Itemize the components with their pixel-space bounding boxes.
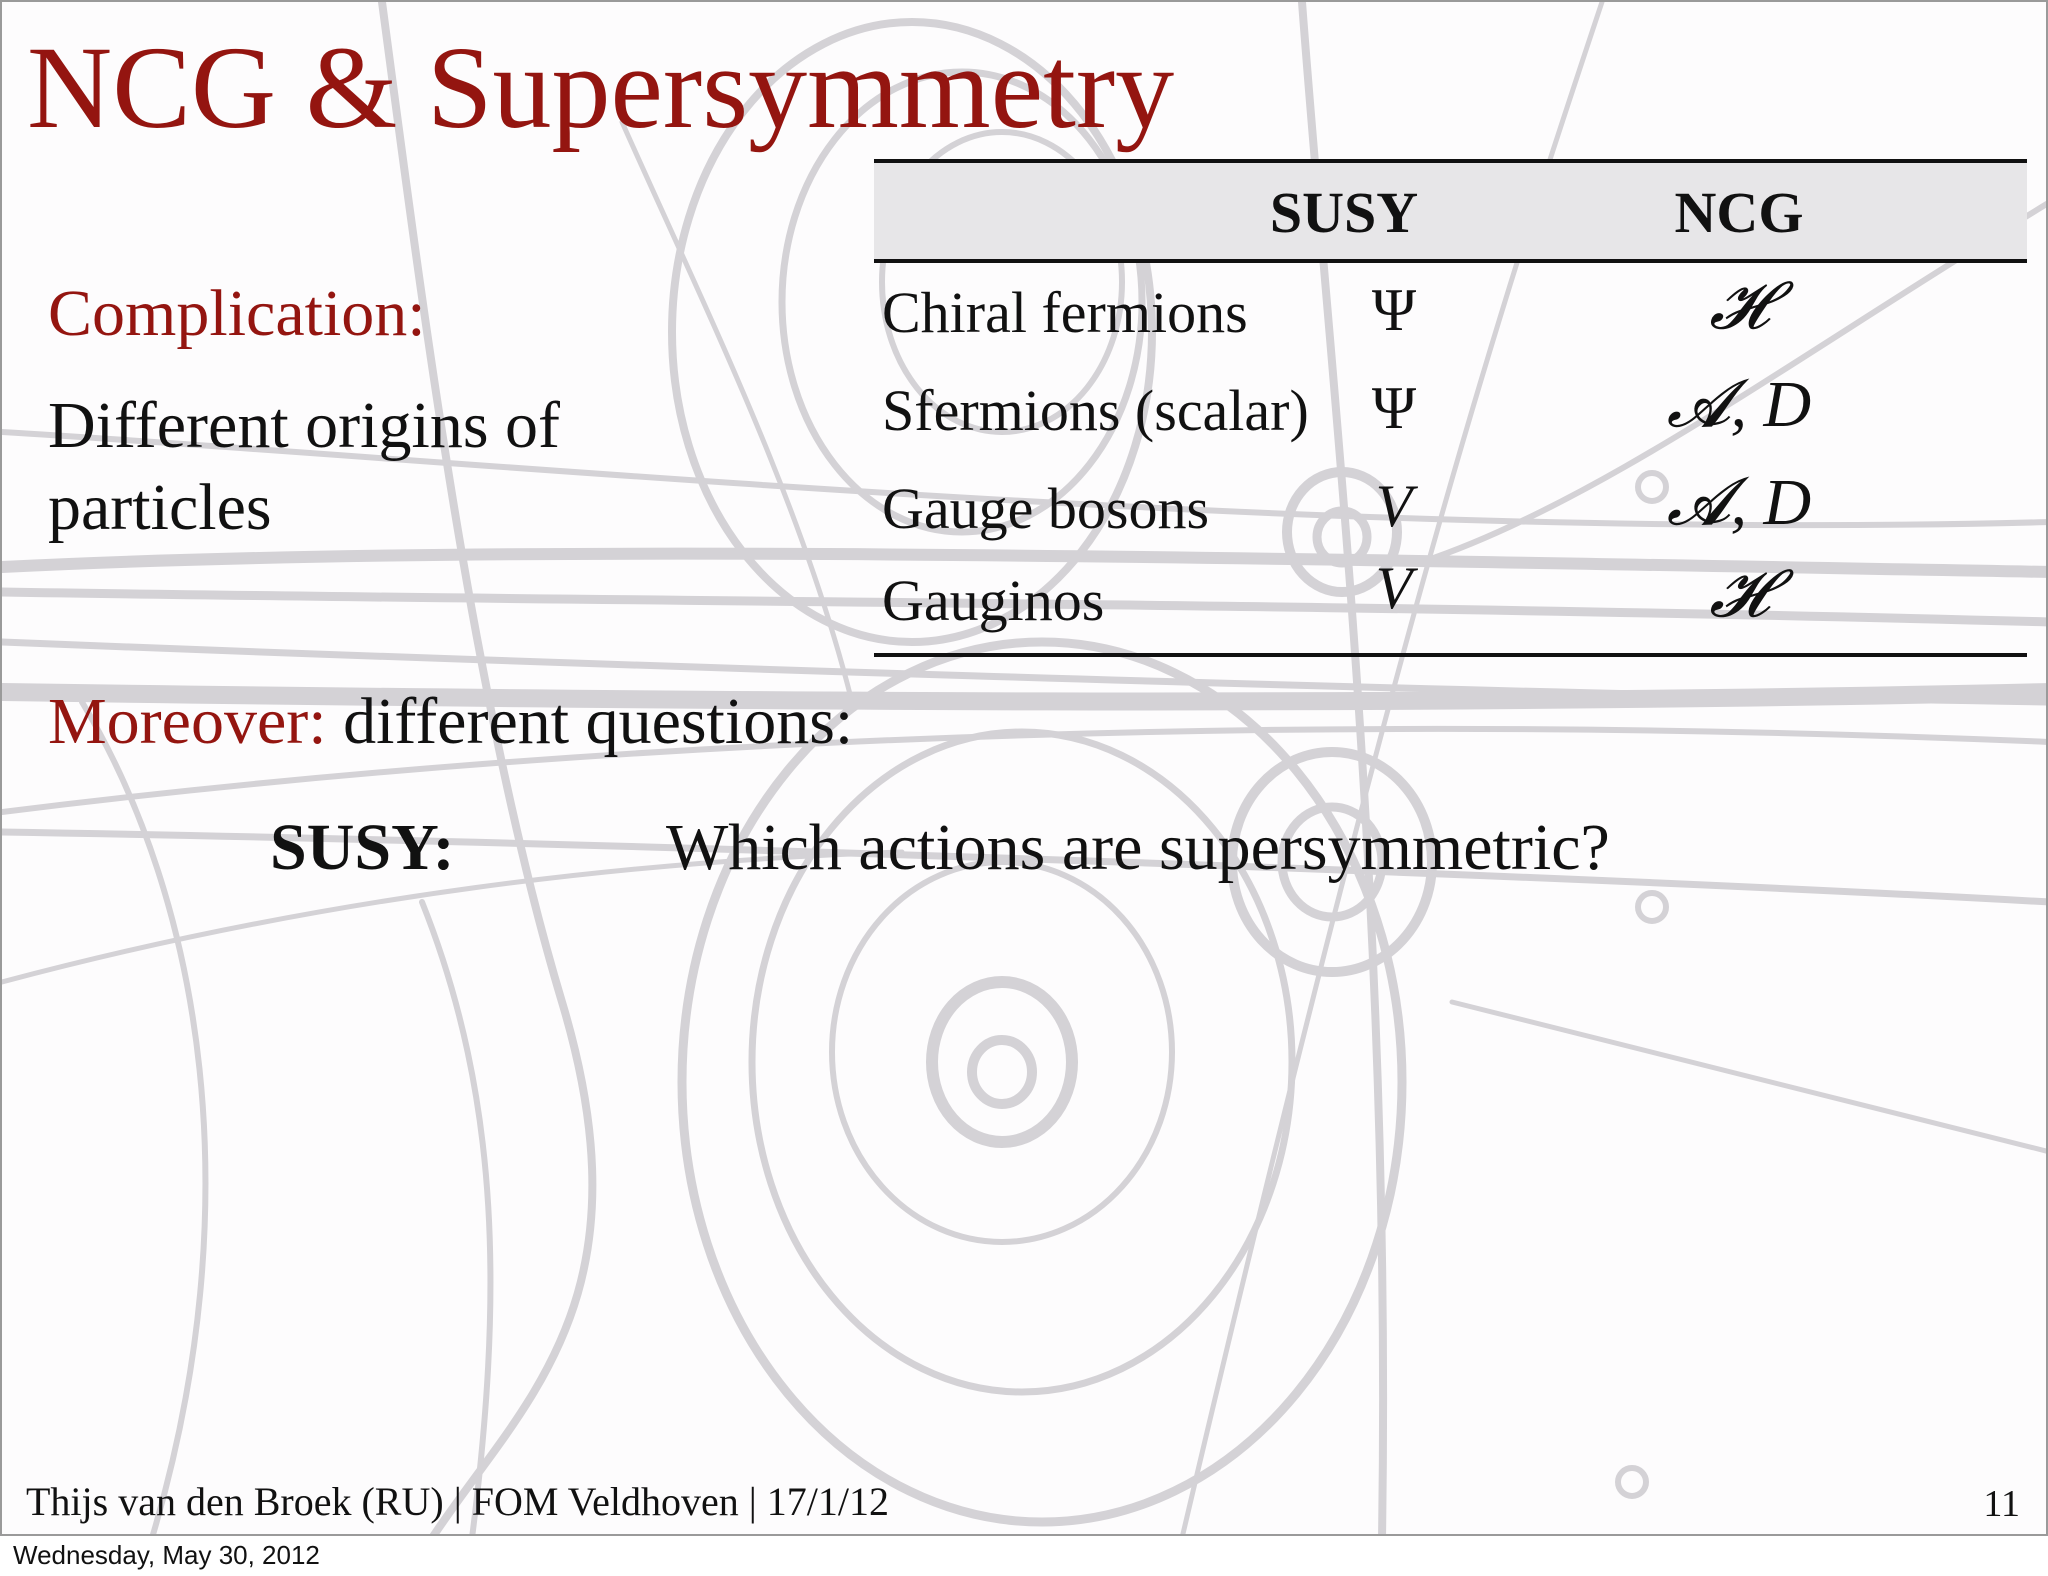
table-bottom-rule — [874, 653, 2027, 657]
footer-credit: Thijs van den Broek (RU) | FOM Veldhoven | 17/1/12 — [26, 1479, 889, 1524]
row-ncg-cell: 𝓐, D — [1666, 368, 1812, 441]
origins-line-2: particles — [48, 471, 272, 544]
moreover-text: different questions: — [326, 685, 854, 758]
susy-question: Which actions are supersymmetric? — [666, 811, 1610, 884]
row-susy-cell: Ψ — [1371, 375, 1417, 441]
table-row — [874, 551, 2027, 649]
row-label: Gauginos — [882, 568, 1105, 633]
page-number: 11 — [1983, 1483, 2020, 1525]
moreover-label: Moreover: — [48, 685, 327, 758]
table-header-ncg: NCG — [1674, 180, 1804, 245]
origins-text — [48, 385, 560, 549]
slide-title: NCG & Supersymmetry — [27, 22, 1175, 153]
row-ncg-cell: 𝓗 — [1709, 558, 1769, 631]
table-row — [874, 263, 2027, 361]
comparison-table — [874, 159, 2027, 658]
date-caption: Wednesday, May 30, 2012 — [13, 1540, 320, 1570]
complication-heading: Complication: — [48, 277, 426, 350]
row-susy-cell: V — [1375, 555, 1413, 621]
table-header-susy: SUSY — [1269, 180, 1419, 245]
row-susy-cell: Ψ — [1371, 277, 1417, 343]
table-row — [874, 459, 2027, 557]
susy-label: SUSY: — [270, 811, 455, 884]
row-label: Chiral fermions — [882, 280, 1248, 345]
origins-line-1: Different origins of — [48, 389, 560, 462]
table-row — [874, 361, 2027, 459]
row-ncg-cell: 𝓗 — [1709, 270, 1769, 343]
row-susy-cell: V — [1375, 473, 1413, 539]
row-ncg-cell: 𝓐, D — [1666, 466, 1812, 539]
row-label: Gauge bosons — [882, 476, 1210, 541]
moreover-line — [48, 682, 853, 761]
row-label: Sfermions (scalar) — [882, 378, 1309, 443]
